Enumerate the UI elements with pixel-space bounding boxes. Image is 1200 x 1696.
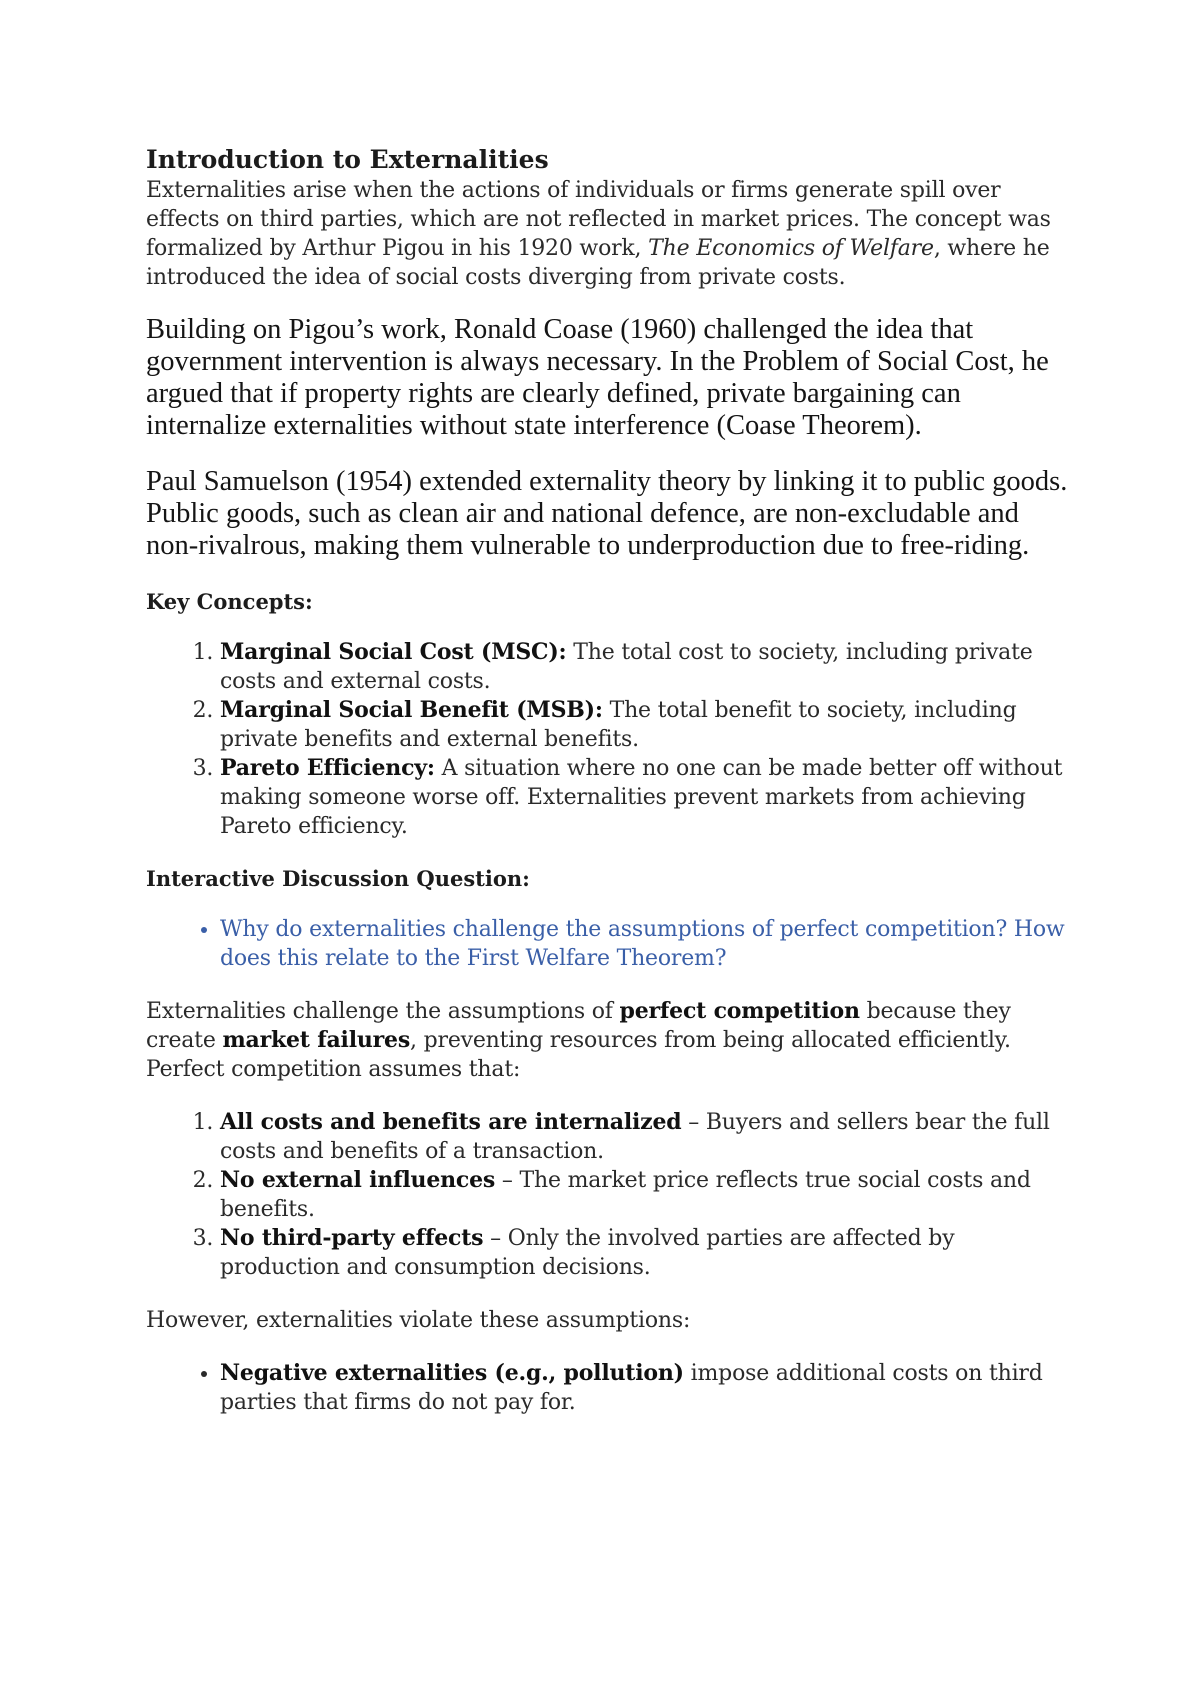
- coase-paragraph: Building on Pigou’s work, Ronald Coase (1960) challenged the idea that government intervention is always necessary. In the Problem of Social Cost, he argued that if property rights are clearly defined, private bargaining can internalize externalities without state interference (Coase Theorem).: [146, 314, 1049, 441]
- key-concepts-list: [146, 638, 1076, 841]
- key-concepts-heading: Key Concepts:: [146, 589, 313, 614]
- book-title: The Economics of Welfare: [648, 236, 934, 261]
- answer-text-b: because they create: [146, 999, 1011, 1053]
- assumption-text: – Buyers and sellers bear the full costs and benefits of a transaction.: [220, 1110, 1050, 1164]
- list-item: [220, 1166, 1076, 1224]
- answer-text-a: Externalities challenge the assumptions of: [146, 999, 620, 1024]
- concept-text: The total cost to society, including private costs and external costs.: [220, 640, 1033, 694]
- list-item: [220, 754, 1076, 841]
- intro-text-b: , where he introduced the idea of social costs diverging from private costs.: [146, 236, 1050, 290]
- list-item: [220, 638, 1076, 696]
- intro-paragraph: [146, 176, 1076, 292]
- concept-term: Pareto Efficiency:: [220, 755, 435, 781]
- answer-text-c: , preventing resources from being allocated efficiently. Perfect competition assumes that:: [146, 1028, 1011, 1082]
- concept-term: Marginal Social Benefit (MSB):: [220, 697, 603, 723]
- document-page: [146, 144, 1076, 1417]
- assumption-term: All costs and benefits are internalized: [220, 1109, 682, 1135]
- intro-text-a: Externalities arise when the actions of individuals or firms generate spill over effects on third parties, which are not reflected in market prices. The concept was formalized by Arthur Pigou in his 1920 work,: [146, 178, 1051, 261]
- answer-bold-market-failures: market failures: [222, 1027, 411, 1053]
- answer-bold-perfect-competition: perfect competition: [619, 998, 860, 1024]
- assumption-text: – Only the involved parties are affected by production and consumption decisions.: [220, 1226, 955, 1280]
- discussion-question: • Why do externalities challenge the assumptions of perfect competition? How does this relate to the First Welfare Theorem?: [220, 915, 1076, 973]
- list-item: [220, 696, 1076, 754]
- list-item: [220, 1359, 1076, 1417]
- samuelson-paragraph: Paul Samuelson (1954) extended externality theory by linking it to public goods. Public goods, such as clean air and national defence, are non-excludable and non-rivalrous, making them vulnerable to underproduction due to free-riding.: [146, 466, 1068, 561]
- concept-text: A situation where no one can be made better off without making someone worse off. Externalities prevent markets from achieving Pareto efficiency.: [220, 756, 1063, 839]
- discussion-heading: Interactive Discussion Question:: [146, 866, 530, 891]
- however-paragraph: However, externalities violate these assumptions:: [146, 1308, 691, 1333]
- assumption-term: No external influences: [220, 1167, 496, 1193]
- assumption-text: – The market price reflects true social costs and benefits.: [220, 1168, 1031, 1222]
- assumptions-list: [146, 1108, 1076, 1282]
- list-item: [220, 1108, 1076, 1166]
- answer-paragraph: [146, 997, 1076, 1084]
- discussion-list: [146, 915, 1076, 973]
- assumption-term: No third-party effects: [220, 1225, 484, 1251]
- violation-term: Negative externalities (e.g., pollution): [220, 1360, 684, 1386]
- concept-text: The total benefit to society, including private benefits and external benefits.: [220, 698, 1017, 752]
- section-title: Introduction to Externalities: [146, 145, 549, 174]
- violation-text: impose additional costs on third parties that firms do not pay for.: [220, 1361, 1043, 1415]
- violations-list: [146, 1359, 1076, 1417]
- concept-term: Marginal Social Cost (MSC):: [220, 639, 567, 665]
- list-item: [220, 1224, 1076, 1282]
